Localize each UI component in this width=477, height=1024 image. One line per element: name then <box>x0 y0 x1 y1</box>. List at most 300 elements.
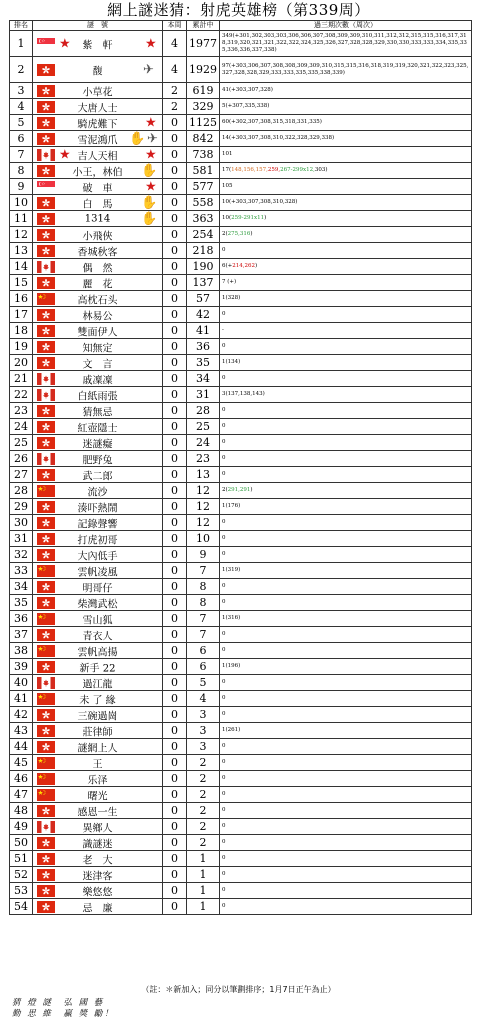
name-cell <box>33 275 163 291</box>
week-cell: 0 <box>163 179 187 195</box>
rank-cell: 28 <box>10 483 33 499</box>
red-star-icon: ★ <box>59 147 71 162</box>
total-cell: 1 <box>187 883 220 899</box>
riddler-name: 偶 然 <box>82 263 113 274</box>
table-row <box>10 57 472 83</box>
name-cell <box>33 499 163 515</box>
table-row <box>10 675 472 691</box>
week-cell: 0 <box>163 899 187 915</box>
name-cell <box>33 339 163 355</box>
riddler-name: 1314 <box>84 213 111 224</box>
riddler-name: 乐泽 <box>87 775 108 786</box>
detail-cell: 0 <box>220 515 472 531</box>
table-row <box>10 899 472 915</box>
week-cell: 0 <box>163 611 187 627</box>
rank-cell: 27 <box>10 467 33 483</box>
name-cell <box>33 547 163 563</box>
rank-cell: 52 <box>10 867 33 883</box>
name-cell <box>33 515 163 531</box>
detail-cell: 3(137,138,143) <box>220 387 472 403</box>
riddler-name: 香城秋客 <box>77 247 118 258</box>
riddler-name: 新手 22 <box>79 663 116 674</box>
name-cell <box>33 243 163 259</box>
detail-cell: 5(+307,335,338) <box>220 99 472 115</box>
table-row <box>10 227 472 243</box>
slogan-line-2: 勤 思 維 贏 獎 勵！ <box>12 1009 115 1019</box>
detail-cell: 0 <box>220 739 472 755</box>
total-cell: 7 <box>187 611 220 627</box>
table-row <box>10 419 472 435</box>
name-cell <box>33 851 163 867</box>
name-cell <box>33 435 163 451</box>
total-cell: 3 <box>187 707 220 723</box>
week-cell: 0 <box>163 323 187 339</box>
detail-cell: 7 (+) <box>220 275 472 291</box>
table-row <box>10 99 472 115</box>
name-cell <box>33 451 163 467</box>
rank-cell: 20 <box>10 355 33 371</box>
detail-cell: 0 <box>220 435 472 451</box>
rank-cell: 29 <box>10 499 33 515</box>
detail-cell: 0 <box>220 819 472 835</box>
detail-cell: 14(+303,307,308,310,322,328,329,338) <box>220 131 472 147</box>
riddler-name: 武二郎 <box>82 471 113 482</box>
name-cell <box>33 659 163 675</box>
name-cell <box>33 755 163 771</box>
name-cell <box>33 57 163 83</box>
table-row <box>10 403 472 419</box>
name-cell <box>33 83 163 99</box>
name-cell <box>33 899 163 915</box>
total-cell: 3 <box>187 739 220 755</box>
riddler-name: 感恩一生 <box>77 807 118 818</box>
detail-cell: 0 <box>220 419 472 435</box>
detail-cell: 0 <box>220 691 472 707</box>
week-cell: 0 <box>163 723 187 739</box>
riddler-name: 打虎初哥 <box>77 535 118 546</box>
name-cell <box>33 179 163 195</box>
riddler-name: 騎虎難下 <box>77 119 118 130</box>
detail-cell: 0 <box>220 883 472 899</box>
detail-cell: 60(+302,307,308,315,318,331,335) <box>220 115 472 131</box>
total-cell: 12 <box>187 483 220 499</box>
riddler-name: 莊律師 <box>82 727 113 738</box>
detail-cell: 0 <box>220 307 472 323</box>
riddler-name: 小王，林伯 <box>72 167 123 178</box>
rank-cell: 21 <box>10 371 33 387</box>
total-cell: 218 <box>187 243 220 259</box>
rank-cell: 45 <box>10 755 33 771</box>
total-cell: 6 <box>187 643 220 659</box>
name-cell <box>33 531 163 547</box>
rank-cell: 4 <box>10 99 33 115</box>
table-row <box>10 787 472 803</box>
week-cell: 0 <box>163 275 187 291</box>
week-cell: 0 <box>163 163 187 179</box>
detail-cell: 41(+303,307,328) <box>220 83 472 99</box>
rank-cell: 36 <box>10 611 33 627</box>
week-cell: 0 <box>163 115 187 131</box>
name-cell <box>33 307 163 323</box>
riddler-name: 雲帆高揚 <box>77 647 118 658</box>
header-detail: 過三期次數（周次） <box>220 21 472 31</box>
rank-cell: 17 <box>10 307 33 323</box>
detail-cell: 0 <box>220 771 472 787</box>
week-cell: 0 <box>163 771 187 787</box>
table-row <box>10 435 472 451</box>
week-cell: 0 <box>163 211 187 227</box>
week-cell: 0 <box>163 483 187 499</box>
name-cell <box>33 115 163 131</box>
detail-cell: 0 <box>220 339 472 355</box>
total-cell: 1 <box>187 851 220 867</box>
table-row <box>10 691 472 707</box>
rank-cell: 32 <box>10 547 33 563</box>
riddler-name: 曙光 <box>87 791 108 802</box>
week-cell: 0 <box>163 643 187 659</box>
detail-cell: 97(+303,306,307,308,308,309,309,310,315,315,316,318,319,319,320,321,322,323,325,327,328,328,329,333,333,335,335,338,339) <box>220 57 472 83</box>
rank-cell: 22 <box>10 387 33 403</box>
riddler-name: 樂悠悠 <box>82 887 113 898</box>
rank-cell: 37 <box>10 627 33 643</box>
total-cell: 7 <box>187 627 220 643</box>
riddler-name: 戚凜凜 <box>82 375 113 386</box>
table-row <box>10 339 472 355</box>
detail-cell: 101 <box>220 147 472 163</box>
bird-icon: ✈ <box>143 62 154 77</box>
name-cell <box>33 387 163 403</box>
name-cell <box>33 771 163 787</box>
table-row <box>10 179 472 195</box>
table-row <box>10 243 472 259</box>
detail-cell: 0 <box>220 643 472 659</box>
riddler-name: 明哥仔 <box>82 583 113 594</box>
table-row <box>10 147 472 163</box>
detail-cell: 0 <box>220 755 472 771</box>
total-cell: 2 <box>187 835 220 851</box>
total-cell: 2 <box>187 771 220 787</box>
name-cell <box>33 131 163 147</box>
riddler-name: 紫 軒 <box>82 40 113 51</box>
riddler-name: 識謎迷 <box>82 839 113 850</box>
riddler-name: 大內低手 <box>77 551 118 562</box>
red-star-icon: ★ <box>59 36 71 51</box>
riddler-name: 過江龍 <box>82 679 113 690</box>
rank-cell: 10 <box>10 195 33 211</box>
detail-cell: 1(316) <box>220 611 472 627</box>
week-cell: 0 <box>163 243 187 259</box>
table-row <box>10 131 472 147</box>
riddler-name: 青衣人 <box>82 631 113 642</box>
total-cell: 2 <box>187 819 220 835</box>
rank-cell: 13 <box>10 243 33 259</box>
name-cell <box>33 291 163 307</box>
slogan-line-1: 猜 燈 謎 弘 國 藝 <box>12 998 105 1008</box>
riddler-name: 迷津客 <box>82 871 113 882</box>
rank-cell: 9 <box>10 179 33 195</box>
riddler-name: 知無定 <box>82 343 113 354</box>
name-cell <box>33 819 163 835</box>
name-cell <box>33 563 163 579</box>
rank-cell: 5 <box>10 115 33 131</box>
total-cell: 1929 <box>187 57 220 83</box>
detail-cell: 0 <box>220 787 472 803</box>
table-row <box>10 851 472 867</box>
table-row <box>10 211 472 227</box>
detail-cell: 1(176) <box>220 499 472 515</box>
red-star-icon: ★ <box>145 115 157 130</box>
table-row <box>10 483 472 499</box>
detail-cell: 10(259-291x11) <box>220 211 472 227</box>
header-total: 累計中 <box>187 21 220 31</box>
red-star-icon: ★ <box>145 36 157 51</box>
week-cell: 0 <box>163 595 187 611</box>
total-cell: 24 <box>187 435 220 451</box>
name-cell <box>33 355 163 371</box>
table-row <box>10 291 472 307</box>
detail-cell: 1(319) <box>220 563 472 579</box>
detail-cell: 1(134) <box>220 355 472 371</box>
name-cell <box>33 483 163 499</box>
week-cell: 0 <box>163 707 187 723</box>
name-cell <box>33 227 163 243</box>
total-cell: 28 <box>187 403 220 419</box>
riddler-name: 小草花 <box>82 87 113 98</box>
rank-cell: 19 <box>10 339 33 355</box>
table-row <box>10 355 472 371</box>
total-cell: 10 <box>187 531 220 547</box>
total-cell: 34 <box>187 371 220 387</box>
detail-cell: 1(196) <box>220 659 472 675</box>
table-row <box>10 163 472 179</box>
table-row <box>10 659 472 675</box>
week-cell: 0 <box>163 851 187 867</box>
rank-cell: 23 <box>10 403 33 419</box>
detail-cell: 0 <box>220 627 472 643</box>
detail-cell: 0 <box>220 851 472 867</box>
week-cell: 0 <box>163 579 187 595</box>
rank-cell: 16 <box>10 291 33 307</box>
detail-cell: 0 <box>220 547 472 563</box>
table-row <box>10 739 472 755</box>
slogan <box>12 998 115 1020</box>
name-cell <box>33 739 163 755</box>
riddler-name: 柴灣武松 <box>77 599 118 610</box>
header-name: 謎 號 <box>33 21 163 31</box>
total-cell: 558 <box>187 195 220 211</box>
week-cell: 4 <box>163 31 187 57</box>
rank-cell: 50 <box>10 835 33 851</box>
detail-cell: 0 <box>220 835 472 851</box>
name-cell <box>33 195 163 211</box>
name-cell <box>33 883 163 899</box>
name-cell <box>33 323 163 339</box>
rank-cell: 8 <box>10 163 33 179</box>
table-row <box>10 83 472 99</box>
total-cell: 1 <box>187 867 220 883</box>
rank-cell: 49 <box>10 819 33 835</box>
table-row <box>10 595 472 611</box>
rank-cell: 47 <box>10 787 33 803</box>
total-cell: 190 <box>187 259 220 275</box>
table-row <box>10 707 472 723</box>
total-cell: 619 <box>187 83 220 99</box>
detail-cell: 0 <box>220 867 472 883</box>
riddler-name: 未 了 緣 <box>79 695 116 706</box>
week-cell: 0 <box>163 787 187 803</box>
riddler-name: 雙面伊人 <box>77 327 118 338</box>
riddler-name: 三碗過崗 <box>77 711 118 722</box>
rank-cell: 12 <box>10 227 33 243</box>
rank-cell: 7 <box>10 147 33 163</box>
table-row <box>10 467 472 483</box>
week-cell: 2 <box>163 83 187 99</box>
table-row <box>10 883 472 899</box>
table-row <box>10 371 472 387</box>
rank-cell: 39 <box>10 659 33 675</box>
week-cell: 0 <box>163 867 187 883</box>
riddler-name: 忌 廉 <box>82 903 113 914</box>
total-cell: 577 <box>187 179 220 195</box>
total-cell: 12 <box>187 515 220 531</box>
total-cell: 842 <box>187 131 220 147</box>
rank-cell: 44 <box>10 739 33 755</box>
riddler-name: 白 馬 <box>82 199 113 210</box>
table-row <box>10 195 472 211</box>
detail-cell: 0 <box>220 467 472 483</box>
total-cell: 12 <box>187 499 220 515</box>
riddler-name: 猜無忌 <box>82 407 113 418</box>
week-cell: 0 <box>163 883 187 899</box>
total-cell: 8 <box>187 579 220 595</box>
rank-cell: 25 <box>10 435 33 451</box>
rank-cell: 11 <box>10 211 33 227</box>
footnote: （註：＊新加入；同分以筆劃排序；1月7日正午為止） <box>141 985 336 994</box>
table-row <box>10 723 472 739</box>
name-cell <box>33 867 163 883</box>
detail-cell: 0 <box>220 243 472 259</box>
total-cell: 25 <box>187 419 220 435</box>
riddler-name: 異鄉人 <box>82 823 113 834</box>
table-row <box>10 451 472 467</box>
name-cell <box>33 691 163 707</box>
total-cell: 5 <box>187 675 220 691</box>
total-cell: 1977 <box>187 31 220 57</box>
week-cell: 0 <box>163 259 187 275</box>
name-cell <box>33 707 163 723</box>
detail-cell: 6(+214,262) <box>220 259 472 275</box>
hand-icon: ✋ <box>141 163 158 178</box>
riddler-name: 湊吓熱鬧 <box>77 503 118 514</box>
rank-cell: 24 <box>10 419 33 435</box>
rank-cell: 18 <box>10 323 33 339</box>
week-cell: 0 <box>163 515 187 531</box>
week-cell: 0 <box>163 451 187 467</box>
total-cell: 6 <box>187 659 220 675</box>
riddler-name: 馥 <box>92 66 103 77</box>
week-cell: 0 <box>163 835 187 851</box>
week-cell: 0 <box>163 307 187 323</box>
detail-cell: 10(+303,307,308,310,328) <box>220 195 472 211</box>
week-cell: 0 <box>163 499 187 515</box>
detail-cell: 2(291,291) <box>220 483 472 499</box>
riddler-name: 麗 花 <box>82 279 113 290</box>
detail-cell: 2(275,316) <box>220 227 472 243</box>
total-cell: 23 <box>187 451 220 467</box>
table-row <box>10 387 472 403</box>
total-cell: 35 <box>187 355 220 371</box>
riddler-name: 記錄聲響 <box>77 519 118 530</box>
riddler-name: 吉人天相 <box>77 151 118 162</box>
week-cell: 0 <box>163 227 187 243</box>
rank-cell: 53 <box>10 883 33 899</box>
table-row <box>10 115 472 131</box>
table-row <box>10 755 472 771</box>
table-row <box>10 611 472 627</box>
name-cell <box>33 595 163 611</box>
total-cell: 42 <box>187 307 220 323</box>
riddler-name: 文 言 <box>82 359 113 370</box>
week-cell: 0 <box>163 547 187 563</box>
name-cell <box>33 147 163 163</box>
table-row <box>10 803 472 819</box>
detail-cell: 0 <box>220 707 472 723</box>
name-cell <box>33 99 163 115</box>
table-row <box>10 547 472 563</box>
total-cell: 7 <box>187 563 220 579</box>
rank-cell: 43 <box>10 723 33 739</box>
riddler-name: 紅壺隱士 <box>77 423 118 434</box>
table-row <box>10 835 472 851</box>
total-cell: 2 <box>187 803 220 819</box>
name-cell <box>33 31 163 57</box>
total-cell: 13 <box>187 467 220 483</box>
table-row <box>10 275 472 291</box>
name-cell <box>33 403 163 419</box>
table-row <box>10 643 472 659</box>
name-cell <box>33 611 163 627</box>
rank-cell: 14 <box>10 259 33 275</box>
table-header-row <box>10 21 472 31</box>
total-cell: 41 <box>187 323 220 339</box>
table-row <box>10 563 472 579</box>
name-cell <box>33 835 163 851</box>
table-row <box>10 323 472 339</box>
detail-cell: 1(328) <box>220 291 472 307</box>
header-week: 本周 <box>163 21 187 31</box>
name-cell <box>33 803 163 819</box>
week-cell: 0 <box>163 467 187 483</box>
riddler-name: 謎網上人 <box>77 743 118 754</box>
table-row <box>10 819 472 835</box>
detail-cell: 0 <box>220 803 472 819</box>
rank-cell: 35 <box>10 595 33 611</box>
week-cell: 0 <box>163 195 187 211</box>
total-cell: 329 <box>187 99 220 115</box>
week-cell: 0 <box>163 435 187 451</box>
total-cell: 581 <box>187 163 220 179</box>
table-row <box>10 627 472 643</box>
week-cell: 0 <box>163 739 187 755</box>
riddler-name: 白紙雨張 <box>77 391 118 402</box>
rank-cell: 40 <box>10 675 33 691</box>
rank-cell: 48 <box>10 803 33 819</box>
table-row <box>10 259 472 275</box>
rank-cell: 33 <box>10 563 33 579</box>
detail-cell: 0 <box>220 531 472 547</box>
week-cell: 0 <box>163 339 187 355</box>
rank-cell: 34 <box>10 579 33 595</box>
